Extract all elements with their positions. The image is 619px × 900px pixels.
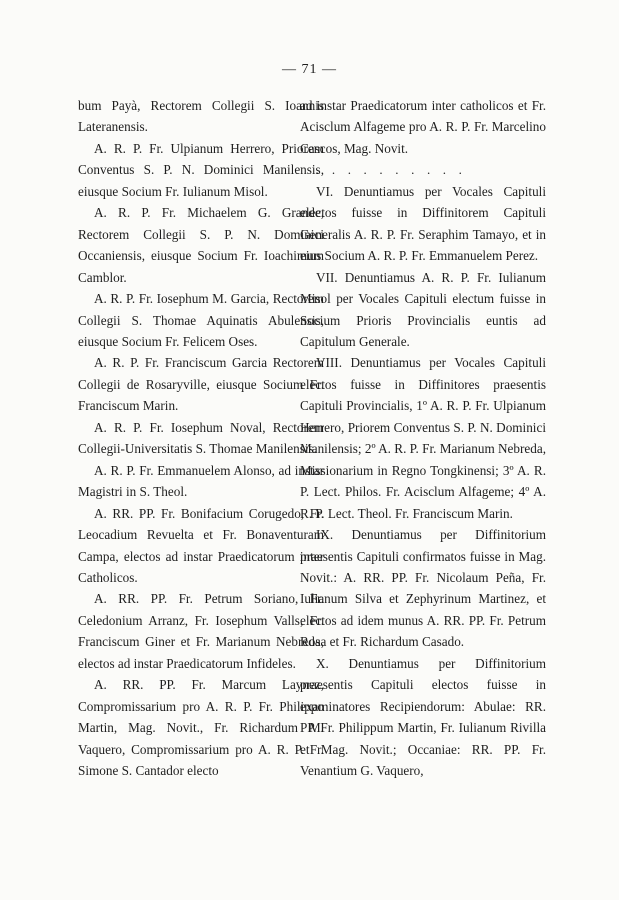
right-column (300, 95, 546, 782)
section-paragraph: VIII. Denuntiamus per Vocales Capituli electos fuisse in Diffinitores praesentis Capituli Provincialis, 1º A. R. P. Fr. Ulpianum Herrero, Priorem Conventus S. P. N. Dominici Manilensis; 2º A. R. P. Fr. Marianum Nebreda, Missionarium in Regno Tongkinensi; 3º A. R. P. Lect. Philos. Fr. Acisclum Alfageme; 4º A. R. P. Lect. Theol. Fr. Franciscum Marin. (300, 355, 546, 521)
paragraph: bum Payà, Rectorem Collegii S. Ioannis Lateranensis. (78, 98, 324, 135)
paragraph: A. RR. PP. Fr. Bonifacium Corugedo, Fr. Leocadium Revuelta et Fr. Bonaventuram Campa, electos ad instar Praedicatorum inter Catholicos. (78, 505, 324, 585)
section-paragraph: IX. Denuntiamus per Diffinitorium praesentis Capituli confirmatos fuisse in Mag. Novit.: A. RR. PP. Fr. Nicolaum Peña, Fr. Iulianum Silva et Zephyrinum Martinez, et electos ad idem munus A. RR. PP. Fr. Petrum Rosa et Fr. Richardum Casado. (300, 527, 546, 650)
section-paragraph: X. Denuntiamus per Diffinitorium praesentis Capituli electos fuisse in examinatores Recipiendorum: Abulae: RR. PP. Fr. Philippum Martin, Fr. Iulianum Rivilla et Mag. Novit.; Occaniae: RR. PP. Fr. Venantium G. Vaquero, (300, 655, 546, 779)
paragraph: ad instar Praedicatorum inter catholicos et Fr. Acisclum Alfageme pro A. R. P. Fr. Marcelino Cascos, Mag. Novit. (300, 98, 546, 156)
ellipsis-row: .......... (316, 162, 475, 178)
paragraph: A. R. P. Fr. Michaelem G. Grande, Rectorem Collegii S. P. N. Dominici Occaniensis, eiusque Socium Fr. Ioachimum Camblor. (78, 205, 324, 285)
paragraph: A. RR. PP. Fr. Petrum Soriano, Fr. Celedonium Arranz, Fr. Iosephum Valls, Fr. Franciscum Giner et Fr. Marianum Nebreda, electos ad instar Praedicatorum Infideles. (78, 591, 324, 671)
paragraph: A. R. P. Fr. Iosephum M. Garcia, Rectorem Collegii S. Thomae Aquinatis Abulensis, eiusque Socium Fr. Felicem Oses. (78, 291, 324, 349)
paragraph: A. R. P. Fr. Iosephum Noval, Rectorem Collegii-Universitatis S. Thomae Manilensis. (78, 419, 324, 457)
left-column (78, 95, 324, 782)
section-paragraph: VII. Denuntiamus A. R. P. Fr. Iulianum Misol per Vocales Capituli electum fuisse in Socium Prioris Provincialis euntis ad Capitulum Generale. (300, 269, 546, 349)
paragraph: A. R. P. Fr. Ulpianum Herrero, Priorem Conventus S. P. N. Dominici Manilensis, eiusque Socium Fr. Iulianum Misol. (78, 140, 324, 199)
paragraph: A. R. P. Fr. Emmanuelem Alonso, ad instar Magistri in S. Theol. (78, 462, 324, 500)
section-paragraph: VI. Denuntiamus per Vocales Capituli electos fuisse in Diffinitorem Capituli Generalis A. R. P. Fr. Seraphim Tamayo, et in eius Socium A. R. P. Fr. Emmanuelem Perez. (300, 183, 546, 264)
paragraph: A. R. P. Fr. Franciscum Garcia Rectorem Collegii de Rosaryville, eiusque Socium Fr. Franciscum Marin. (78, 355, 324, 414)
paragraph: A. RR. PP. Fr. Marcum Laynez, Compromissarium pro A. R. P. Fr. Philippo Martin, Mag. Novit., Fr. Richardum M. Vaquero, Compromissarium pro A. R. P. Fr. Simone S. Cantador electo (78, 677, 324, 779)
page-number: — 71 — (282, 62, 337, 77)
